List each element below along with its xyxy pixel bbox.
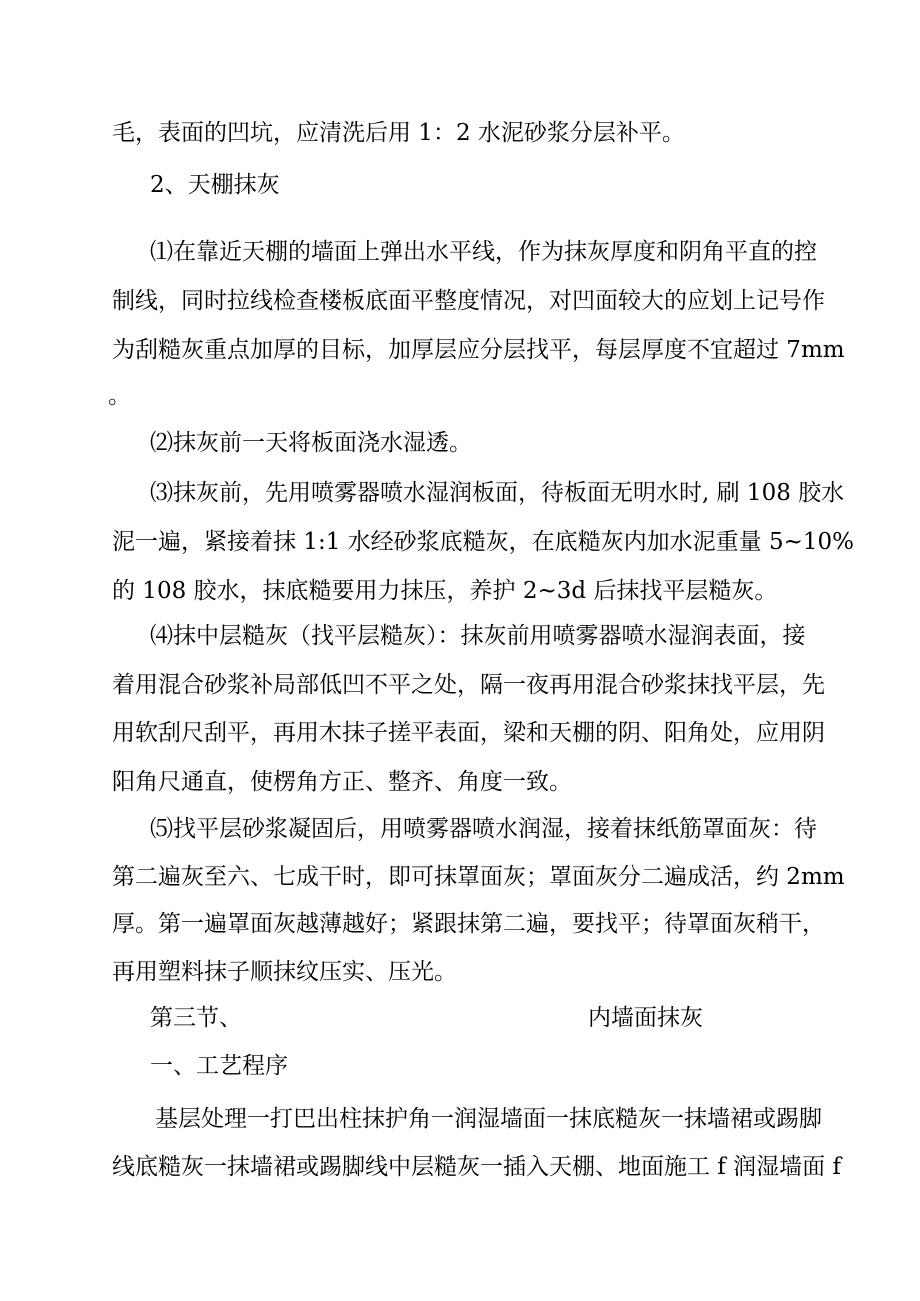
section-title: 内墙面抹灰	[588, 1005, 703, 1031]
text-line: 制线，同时拉线检查楼板底面平整度情况，对凹面较大的应划上记号作	[112, 288, 825, 314]
subsection-heading: 一、工艺程序	[150, 1053, 288, 1079]
text-line: 再用塑料抹子顺抹纹压实、压光。	[112, 959, 457, 985]
text-line: 毛，表面的凹坑，应清洗后用 1：2 水泥砂浆分层补平。	[112, 120, 685, 146]
text-line: ⑶抹灰前，先用喷雾器喷水湿润板面，待板面无明水时, 刷 108 胶水	[150, 480, 845, 506]
text-line: ⑵抹灰前一天将板面浇水湿透。	[150, 430, 472, 456]
text-line: 的 108 胶水，抹底糙要用力抹压，养护 2~3d 后抹找平层糙灰。	[112, 578, 778, 604]
subsection-heading: 2、天棚抹灰	[150, 172, 280, 198]
text-line: ⑴在靠近天棚的墙面上弹出水平线，作为抹灰厚度和阴角平直的控	[150, 239, 817, 265]
text-line: ⑷抹中层糙灰（找平层糙灰）：抹灰前用喷雾器喷水湿润表面，接	[150, 623, 806, 649]
text-line: ⑸找平层砂浆凝固后，用喷雾器喷水润湿，接着抹纸筋罩面灰：待	[150, 816, 817, 842]
text-line: 阳角尺通直，使楞角方正、整齐、角度一致。	[112, 769, 572, 795]
text-line: 泥一遍，紧接着抹 1:1 水经砂浆底糙灰，在底糙灰内加水泥重量 5~10%	[112, 529, 854, 555]
text-line: 厚。第一遍罩面灰越薄越好；紧跟抹第二遍，要找平；待罩面灰稍干，	[112, 911, 825, 937]
section-number: 第三节、	[150, 1005, 242, 1031]
text-line: 线底糙灰一抹墙裙或踢脚线中层糙灰一插入天棚、地面施工 f 润湿墙面 f	[112, 1154, 841, 1180]
text-line: 第二遍灰至六、七成干时，即可抹罩面灰；罩面灰分二遍成活，约 2mm	[112, 864, 845, 890]
text-line: 为刮糙灰重点加厚的目标，加厚层应分层找平，每层厚度不宜超过 7mm	[112, 337, 845, 363]
text-line: 着用混合砂浆补局部低凹不平之处，隔一夜再用混合砂浆抹找平层，先	[112, 672, 825, 698]
text-line: 基层处理一打巴出柱抹护角一润湿墙面一抹底糙灰一抹墙裙或踢脚	[155, 1106, 822, 1132]
text-line: 用软刮尺刮平，再用木抹子搓平表面，梁和天棚的阴、阳角处，应用阴	[112, 720, 825, 746]
text-line: 。	[108, 383, 131, 409]
